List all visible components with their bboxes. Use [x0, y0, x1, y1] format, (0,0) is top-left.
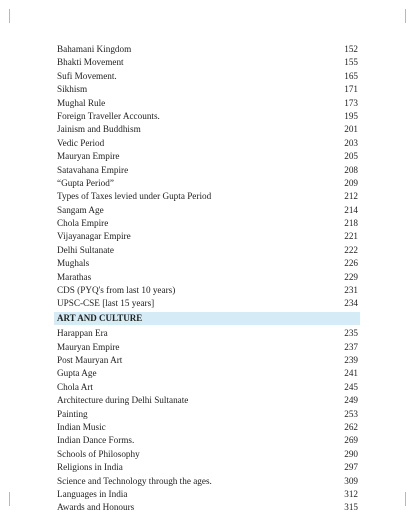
- toc-entry-title: Mughal Rule: [57, 97, 106, 108]
- toc-entry[interactable]: [54, 475, 360, 488]
- toc-entry-title: Jainism and Buddhism: [57, 124, 141, 135]
- toc-entry[interactable]: [54, 177, 360, 190]
- toc-entry-title: Bhakti Movement: [57, 57, 124, 68]
- toc-entry-page-number: 245: [344, 381, 358, 392]
- toc-entry[interactable]: [54, 204, 360, 217]
- toc-entry[interactable]: [54, 408, 360, 421]
- toc-entry-page-number: 165: [344, 70, 358, 81]
- toc-entry-title: Marathas: [57, 271, 92, 282]
- toc-entry-title: Bahamani Kingdom: [57, 44, 132, 54]
- toc-entry[interactable]: [54, 217, 360, 230]
- toc-entry[interactable]: [54, 137, 360, 150]
- toc-entry-title: Awards and Honours: [57, 502, 135, 513]
- toc-entry[interactable]: [54, 434, 360, 447]
- section-heading-art-and-culture: [54, 312, 360, 325]
- toc-entry[interactable]: [54, 230, 360, 243]
- toc-entry-page-number: 152: [344, 44, 358, 54]
- toc-entry-title: Chola Art: [57, 381, 93, 392]
- toc-entry-title: Chola Empire: [57, 218, 109, 229]
- toc-entry[interactable]: [54, 421, 360, 434]
- section-heading-label: ART AND CULTURE: [57, 312, 143, 323]
- toc-entry-title: CDS (PYQ's from last 10 years): [57, 285, 176, 296]
- toc-entry-title: “Gupta Period”: [57, 177, 114, 188]
- toc-entry-title: Delhi Sultanate: [57, 244, 114, 255]
- toc-entry[interactable]: [54, 43, 360, 56]
- toc-entry-page-number: 249: [344, 395, 358, 406]
- toc-entry-title: Post Mauryan Art: [57, 354, 123, 365]
- toc-entry[interactable]: [54, 284, 360, 297]
- toc-entry[interactable]: [54, 488, 360, 501]
- toc-entry[interactable]: [54, 381, 360, 394]
- toc-entry-title: Harappan Era: [57, 328, 108, 339]
- toc-entry-page-number: 309: [344, 475, 358, 486]
- crop-mark-bottom-left: [9, 492, 10, 506]
- toc-entry-page-number: 253: [344, 408, 358, 419]
- toc-entry-page-number: 297: [344, 462, 358, 473]
- toc-entry-title: Vedic Period: [57, 137, 105, 148]
- toc-entry[interactable]: [54, 461, 360, 474]
- toc-group-history: [54, 43, 360, 311]
- toc-entry-title: Sikhism: [57, 84, 88, 95]
- toc-entry-page-number: 218: [344, 218, 358, 229]
- toc-entry[interactable]: [54, 327, 360, 340]
- toc-entry-page-number: 209: [344, 177, 358, 188]
- toc-entry-title: Religions in India: [57, 462, 123, 473]
- toc-entry-title: Science and Technology through the ages.: [57, 475, 212, 486]
- toc-entry-page-number: 241: [344, 368, 358, 379]
- toc-entry-page-number: 237: [344, 341, 358, 352]
- toc-entry-title: Schools of Philosophy: [57, 448, 140, 459]
- toc-entry-page-number: 262: [344, 421, 358, 432]
- toc-entry-page-number: 208: [344, 164, 358, 175]
- toc-entry-page-number: 201: [344, 124, 358, 135]
- toc-entry[interactable]: [54, 70, 360, 83]
- toc-entry-title: Sangam Age: [57, 204, 104, 215]
- toc-entry-page-number: 269: [344, 435, 358, 446]
- toc-entry[interactable]: [54, 257, 360, 270]
- toc-entry[interactable]: [54, 297, 360, 310]
- toc-entry-page-number: 229: [344, 271, 358, 282]
- table-of-contents: [54, 43, 360, 515]
- toc-entry-title: Foreign Traveller Accounts.: [57, 110, 160, 121]
- toc-entry-page-number: 155: [344, 57, 358, 68]
- toc-entry-title: Indian Music: [57, 421, 106, 432]
- toc-entry-title: Painting: [57, 408, 88, 419]
- crop-mark-bottom-right: [405, 492, 406, 506]
- toc-entry-title: Sufi Movement.: [57, 70, 117, 81]
- toc-entry-title: Satavahana Empire: [57, 164, 129, 175]
- toc-entry[interactable]: [54, 56, 360, 69]
- toc-entry-page-number: 171: [344, 84, 358, 95]
- toc-entry-title: Vijayanagar Empire: [57, 231, 131, 242]
- toc-entry-title: Languages in India: [57, 488, 128, 499]
- toc-entry[interactable]: [54, 190, 360, 203]
- toc-entry-page-number: 173: [344, 97, 358, 108]
- toc-entry-page-number: 212: [344, 191, 358, 202]
- toc-entry-page-number: 312: [344, 488, 358, 499]
- toc-entry[interactable]: [54, 123, 360, 136]
- toc-entry-page-number: 315: [344, 502, 358, 513]
- toc-entry-page-number: 239: [344, 354, 358, 365]
- toc-entry-title: Gupta Age: [57, 368, 97, 379]
- toc-entry-page-number: 214: [344, 204, 358, 215]
- crop-mark-top-left: [9, 9, 10, 23]
- toc-entry-title: Types of Taxes levied under Gupta Period: [57, 191, 212, 202]
- toc-entry-title: Mauryan Empire: [57, 341, 120, 352]
- toc-entry-page-number: 205: [344, 151, 358, 162]
- toc-entry[interactable]: [54, 354, 360, 367]
- toc-entry-page-number: 203: [344, 137, 358, 148]
- toc-entry-page-number: 222: [344, 244, 358, 255]
- toc-entry-page-number: 221: [344, 231, 358, 242]
- toc-entry-page-number: 235: [344, 328, 358, 339]
- toc-group-art-and-culture: [54, 327, 360, 514]
- toc-entry[interactable]: [54, 110, 360, 123]
- toc-entry-title: Mauryan Empire: [57, 151, 120, 162]
- crop-mark-top-right: [405, 9, 406, 23]
- toc-entry-page-number: 290: [344, 448, 358, 459]
- toc-entry[interactable]: [54, 271, 360, 284]
- toc-entry-page-number: 231: [344, 285, 358, 296]
- toc-entry[interactable]: [54, 394, 360, 407]
- toc-entry[interactable]: [54, 164, 360, 177]
- toc-entry[interactable]: [54, 83, 360, 96]
- toc-entry-title: Indian Dance Forms.: [57, 435, 135, 446]
- toc-entry-page-number: 195: [344, 110, 358, 121]
- toc-entry-page-number: 234: [344, 298, 358, 309]
- toc-entry[interactable]: [54, 448, 360, 461]
- toc-entry-page-number: 226: [344, 258, 358, 269]
- toc-entry[interactable]: [54, 367, 360, 380]
- toc-entry[interactable]: [54, 244, 360, 257]
- toc-entry-title: Architecture during Delhi Sultanate: [57, 395, 189, 406]
- toc-entry[interactable]: [54, 341, 360, 354]
- toc-entry-title: UPSC-CSE [last 15 years]: [57, 298, 155, 309]
- toc-entry[interactable]: [54, 97, 360, 110]
- toc-entry[interactable]: [54, 150, 360, 163]
- toc-entry-title: Mughals: [57, 258, 90, 269]
